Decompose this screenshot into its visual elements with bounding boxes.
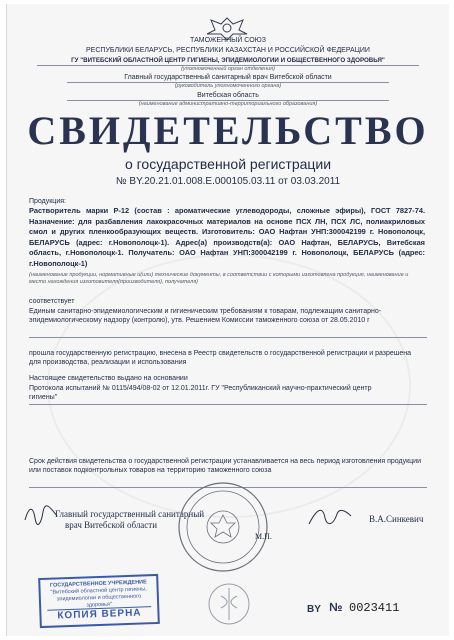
compliance-label: соответствует — [29, 298, 75, 305]
document-subtitle: о государственной регистрации — [124, 156, 332, 172]
product-label: Продукция: — [29, 198, 66, 205]
organization-hint: (уполномоченный орган отделения) — [181, 66, 275, 72]
validity-text: Срок действия свидетельства о государственной регистрации устанавливается на весь период изготовления продукции или поставок подконтрольных товаров на территорию таможенного союза — [29, 458, 422, 474]
stamp-line-1: ГОСУДАРСТВЕННОЕ УЧРЕЖДЕНИЕ — [49, 579, 147, 589]
republics-line: РЕСПУБЛИКИ БЕЛАРУСЬ, РЕСПУБЛИКИ КАЗАХСТАН И РОССИЙСКОЙ ФЕДЕРАЦИИ — [86, 47, 370, 54]
region-hint: (наименование административно-территориального образования) — [138, 101, 318, 107]
union-title: ТАМОЖЕННЫЙ СОЮЗ — [190, 37, 266, 44]
registration-number: № BY.20.21.01.008.Е.000105.03.11 от 03.03.2011 — [115, 176, 341, 187]
signature-scribble-icon — [23, 502, 59, 528]
protocol-text: Протокола испытаний № 0115/494/08-02 от 12.01.2011г. ГУ "Республиканский научно-практический центр гигиены" — [29, 385, 372, 401]
signature-icon — [307, 504, 353, 530]
basis-text: Настоящее свидетельство выдано на основании — [29, 375, 188, 382]
signatory-title-2: врач Витебской области — [65, 520, 158, 530]
stamp-line-2: "Витебский областной центр гигиены, эпидемиологии и общественного здоровья" — [50, 586, 147, 609]
serial-number: 0023411 — [349, 601, 400, 615]
serial-no-sign: № — [329, 600, 343, 614]
signatory-title-1: Главный государственный санитарный — [55, 509, 205, 519]
document-title: СВИДЕТЕЛЬСТВО — [27, 108, 429, 153]
stamp-copy-label: КОПИЯ ВЕРНА — [47, 606, 151, 623]
seal-mark: М.П. — [255, 532, 272, 541]
caduceus-icon — [207, 582, 251, 626]
registration-text: прошла государственную регистрацию, внесена в Реестр свидетельств о государственной регистрации и разрешена для производства, реализации и использования — [29, 350, 412, 366]
product-hint: (наименование продукции, нормативные и(или) технические документы, в соответствии с которыми изготовлена продукция, наименование и место нахождения изготовителя(производителя), получателя) — [29, 272, 409, 285]
official-hint: (руководитель уполномоченного органа) — [174, 83, 282, 89]
signatory-name: В.А.Синкевич — [369, 514, 424, 524]
copy-certified-stamp — [38, 574, 160, 628]
serial-prefix: BY — [307, 604, 321, 615]
organization-line: ГУ "ВИТЕБСКИЙ ОБЛАСТНОЙ ЦЕНТР ГИГИЕНЫ, ЭПИДЕМИОЛОГИИ И ОБЩЕСТВЕННОГО ЗДОРОВЬЯ" — [71, 57, 385, 64]
official-seal-icon — [175, 479, 271, 575]
region-line: Витебская область — [197, 92, 259, 99]
official-line: Главный государственный санитарный врач Витебской области — [124, 74, 332, 81]
certificate-page — [6, 4, 449, 636]
product-text: Растворитель марки Р-12 (состав : ароматические углеводороды, сложные эфиры), ГОСТ 7827-74. Назначение: для разбавления лакокрасочных материалов на основе ПСХ ЛН, ПСХ ЛС, полиакриловых смол и других пленкообразующих веществ. Изготовитель: ОАО Нафтан УНП:300042199 г. Новополоцк, БЕЛАРУСЬ (адрес: г.Новополоцк-1). Адрес(а) производств(а): ОАО Нафтан, БЕЛАРУСЬ, Витебская область, г.Новополоцк-1. Получатель: ОАО Нафтан УНП:300042199 г. Новополоцк, БЕЛАРУСЬ (адрес: г.Новополоцк-1) — [29, 206, 425, 268]
compliance-text: Единым санитарно-эпидемиологическим и гигиеническим требованиям к товарам, подлежащим санитарно-эпидемиологическому надзору (контролю), утв. Решением Комиссии таможенного союза от 28.05.2010 г — [29, 308, 382, 324]
